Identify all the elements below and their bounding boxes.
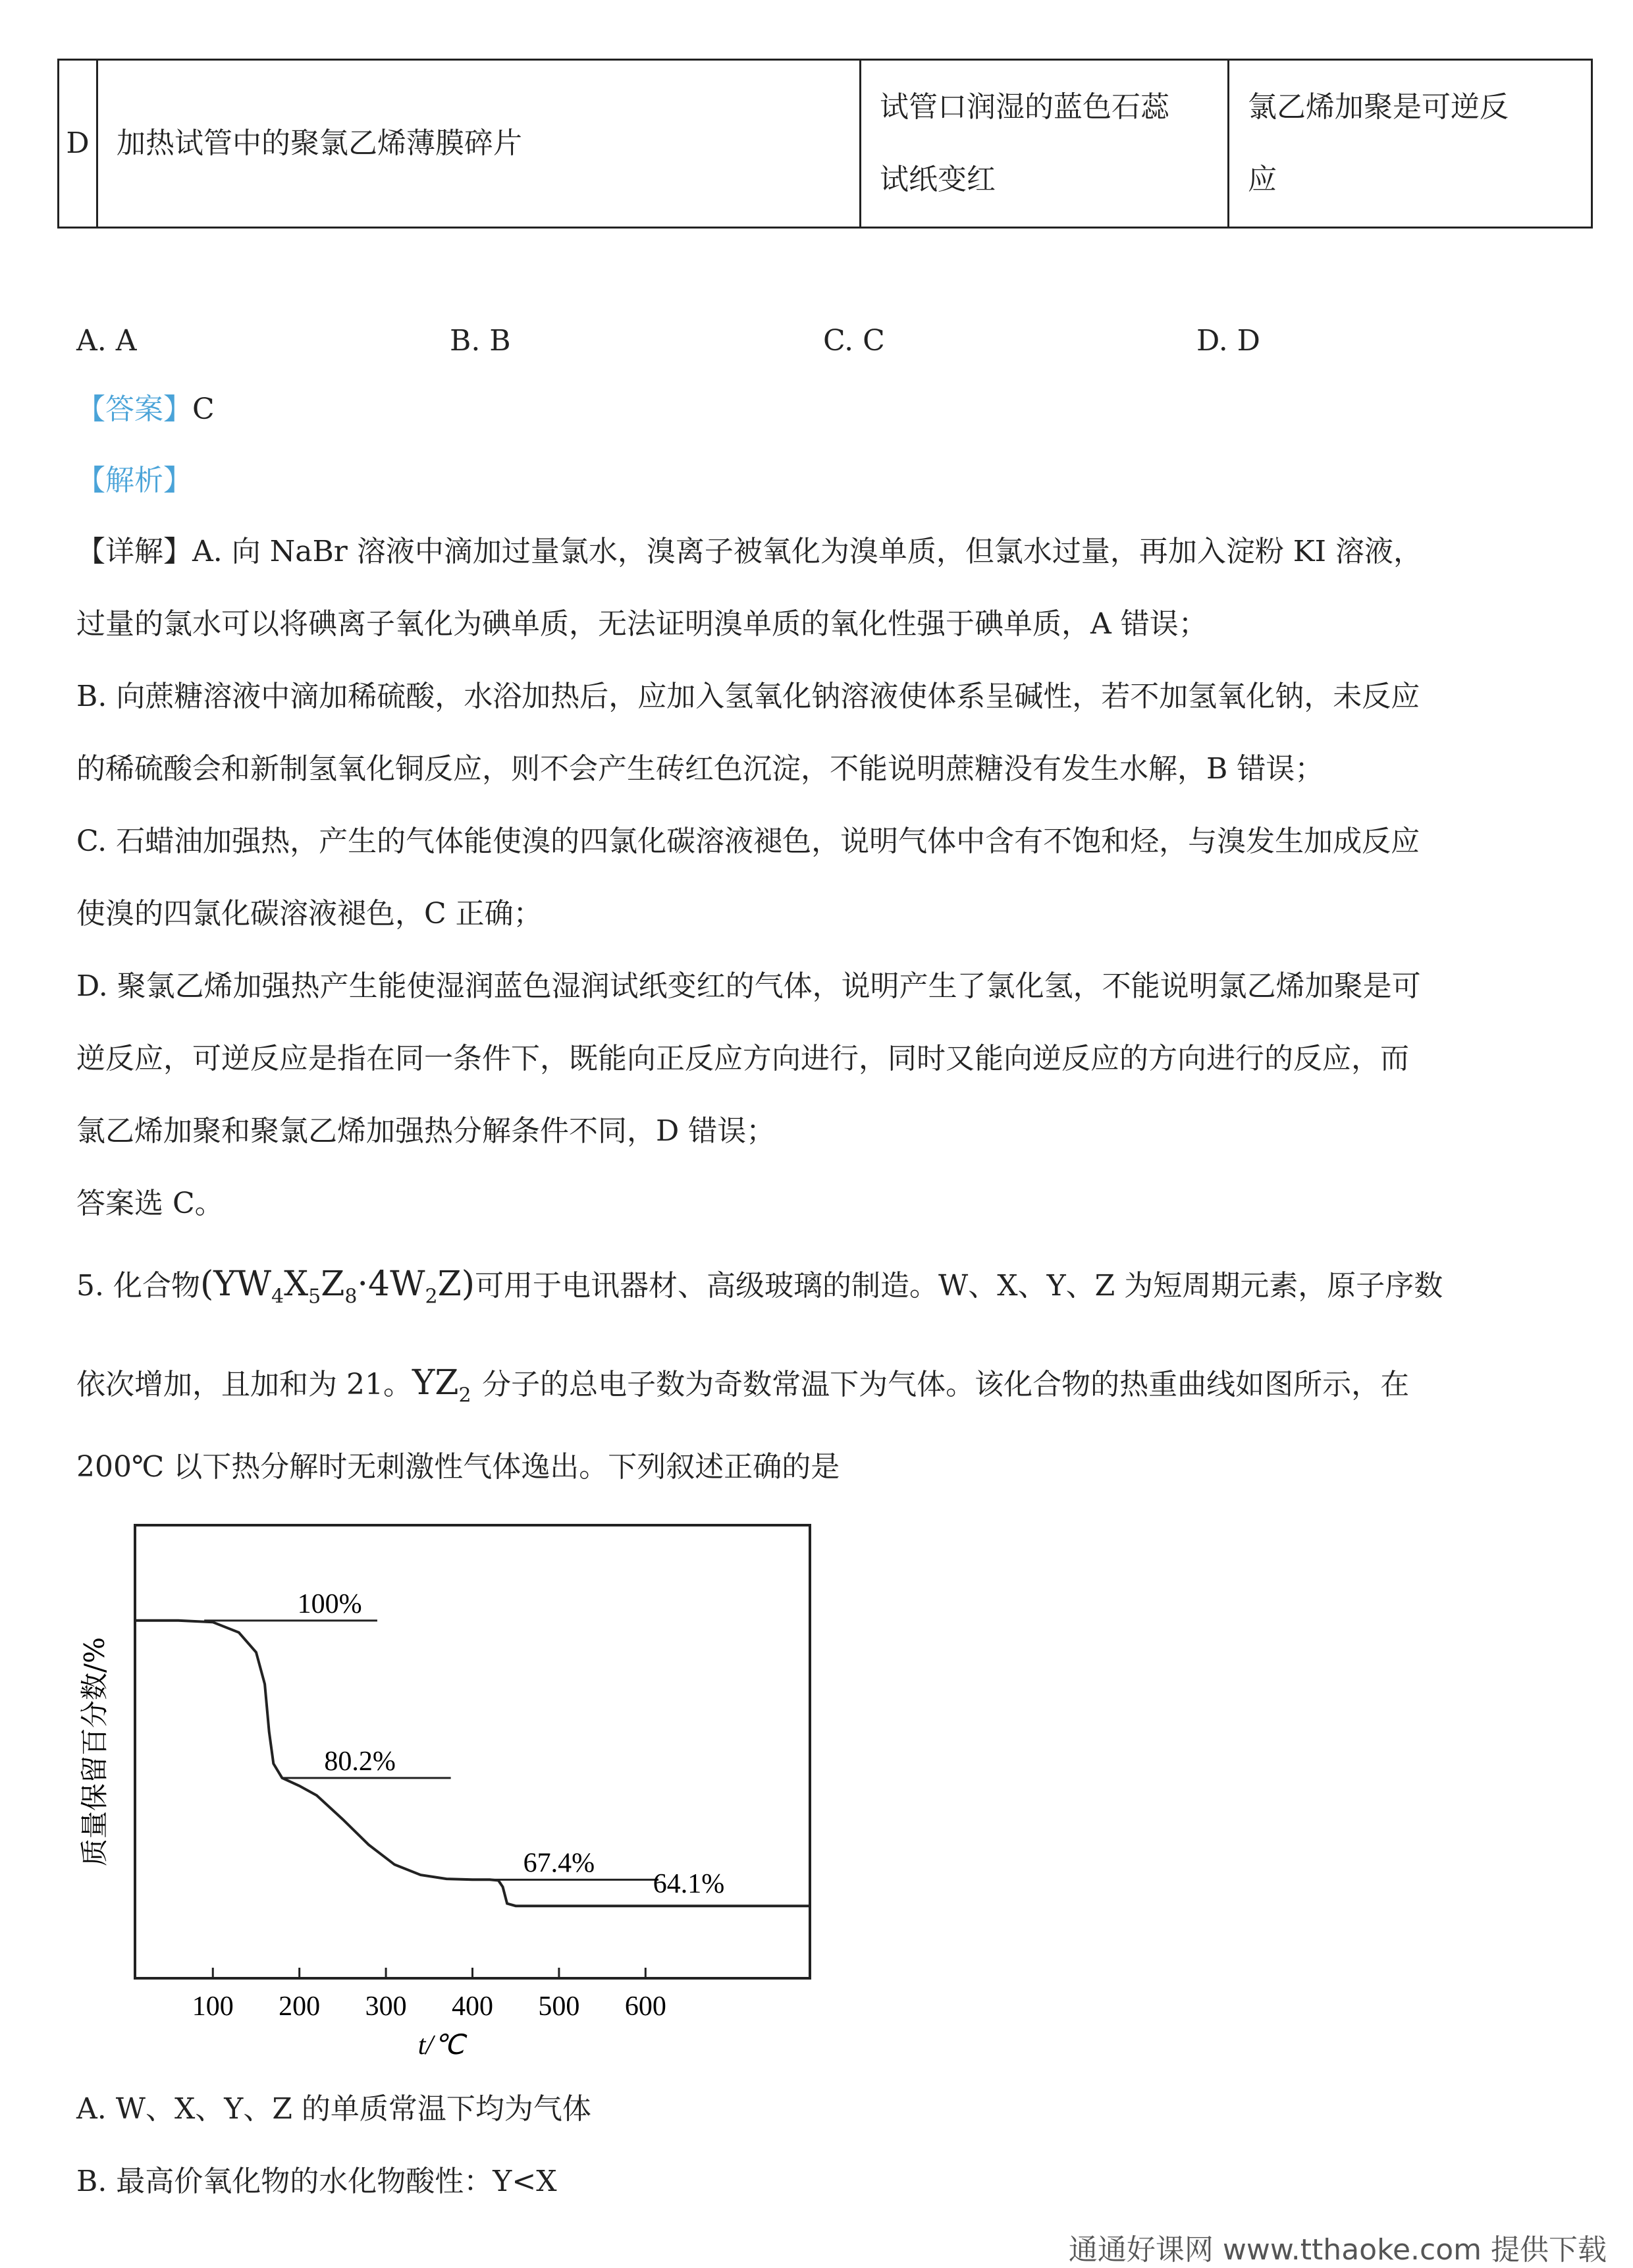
thermogravimetric-chart <box>72 1515 849 2074</box>
explanation-line-5: C. 石蜡油加强热，产生的气体能使溴的四氯化碳溶液褪色，说明气体中含有不饱和烃，与溴发生加成反应 <box>76 824 1420 858</box>
conclusion-line1: 氯乙烯加聚是可逆反 <box>1248 90 1509 124</box>
q4-option-d: D. D <box>1196 324 1260 358</box>
q5-option-a: A. W、X、Y、Z 的单质常温下均为气体 <box>76 2092 591 2126</box>
q5-yz2-formula: $YZ_2$ <box>412 1363 471 1407</box>
analysis-tag: 【解析】 <box>76 464 192 497</box>
data-label: 67.4% <box>523 1848 595 1879</box>
chart-frame <box>135 1525 810 1978</box>
q5-formula: $(YW_4X_5Z_8\cdot 4W_2Z)$ <box>200 1264 475 1309</box>
data-label: 80.2% <box>324 1746 396 1777</box>
x-axis-label: t/℃ <box>417 2030 465 2061</box>
explanation-line-1: 【详解】A. 向 NaBr 溶液中滴加过量氯水，溴离子被氧化为溴单质，但氯水过量，再加入淀粉 KI 溶液， <box>76 535 1423 568</box>
explanation-line-8: 逆反应，可逆反应是指在同一条件下，既能向正反应方向进行，同时又能向逆反应的方向进行的反应，而 <box>76 1042 1409 1075</box>
answer-value: C <box>192 392 215 426</box>
data-label: 64.1% <box>653 1869 725 1900</box>
q5-line-1 <box>76 1266 1443 1315</box>
q4-option-a: A. A <box>76 324 137 358</box>
x-tick-label: 300 <box>365 1991 407 2022</box>
row-label: D <box>59 60 97 228</box>
phenomenon-line2: 试纸变红 <box>880 163 996 196</box>
thermogravimetric-chart-svg <box>72 1515 849 2074</box>
q5-option-b: B. 最高价氧化物的水化物酸性：Y<X <box>76 2165 557 2198</box>
tg-curve <box>135 1621 810 1906</box>
analysis-line <box>76 462 192 499</box>
explanation-line-7: D. 聚氯乙烯加强热产生能使湿润蓝色湿润试纸变红的气体，说明产生了氯化氢，不能说明氯乙烯加聚是可 <box>76 969 1421 1003</box>
y-axis-label: 质量保留百分数/% <box>78 1636 111 1867</box>
conclusion-cell <box>1229 60 1592 228</box>
x-tick-label: 600 <box>624 1991 666 2022</box>
q5-line1-rest: 可用于电讯器材、高级玻璃的制造。W、X、Y、Z 为短周期元素，原子序数 <box>475 1269 1443 1303</box>
conclusion-line2: 应 <box>1248 163 1277 196</box>
x-tick-label: 100 <box>192 1991 234 2022</box>
x-tick-label: 200 <box>279 1991 321 2022</box>
explanation-line-6: 使溴的四氯化碳溶液褪色，C 正确； <box>76 897 543 931</box>
q5-line2-a: 依次增加，且加和为 21。 <box>76 1368 412 1401</box>
explanation-line-4: 的稀硫酸会和新制氢氧化铜反应，则不会产生砖红色沉淀，不能说明蔗糖没有发生水解，B 错误； <box>76 752 1324 786</box>
explanation-line-3: B. 向蔗糖溶液中滴加稀硫酸，水浴加热后，应加入氢氧化钠溶液使体系呈碱性，若不加氢氧化钠，未反应 <box>76 680 1420 713</box>
x-tick-label: 500 <box>538 1991 580 2022</box>
q5-line-3: 200℃ 以下热分解时无刺激性气体逸出。下列叙述正确的是 <box>76 1450 840 1484</box>
explanation-line-10: 答案选 C。 <box>76 1187 224 1220</box>
phenomenon-cell <box>861 60 1229 228</box>
explanation-line-2: 过量的氯水可以将碘离子氧化为碘单质，无法证明溴单质的氧化性强于碘单质，A 错误； <box>76 607 1208 641</box>
q5-prefix: 5. 化合物 <box>76 1269 200 1303</box>
answer-line <box>76 391 215 428</box>
q5-line2-b: 分子的总电子数为奇数常温下为气体。该化合物的热重曲线如图所示，在 <box>482 1368 1410 1401</box>
explanation-line-9: 氯乙烯加聚和聚氯乙烯加强热分解条件不同，D 错误； <box>76 1114 776 1148</box>
operation-cell: 加热试管中的聚氯乙烯薄膜碎片 <box>97 60 861 228</box>
x-tick-label: 400 <box>452 1991 493 2022</box>
data-label: 100% <box>297 1588 362 1619</box>
answer-tag: 【答案】 <box>76 392 192 426</box>
footer-watermark: 通通好课网 www.tthaoke.com 提供下载 <box>1068 2233 1607 2267</box>
q4-option-b: B. B <box>450 324 511 358</box>
q5-line-2 <box>76 1364 1409 1414</box>
q4-option-c: C. C <box>823 324 885 358</box>
experiment-table-row-d <box>57 59 1593 229</box>
phenomenon-line1: 试管口润湿的蓝色石蕊 <box>880 90 1169 124</box>
